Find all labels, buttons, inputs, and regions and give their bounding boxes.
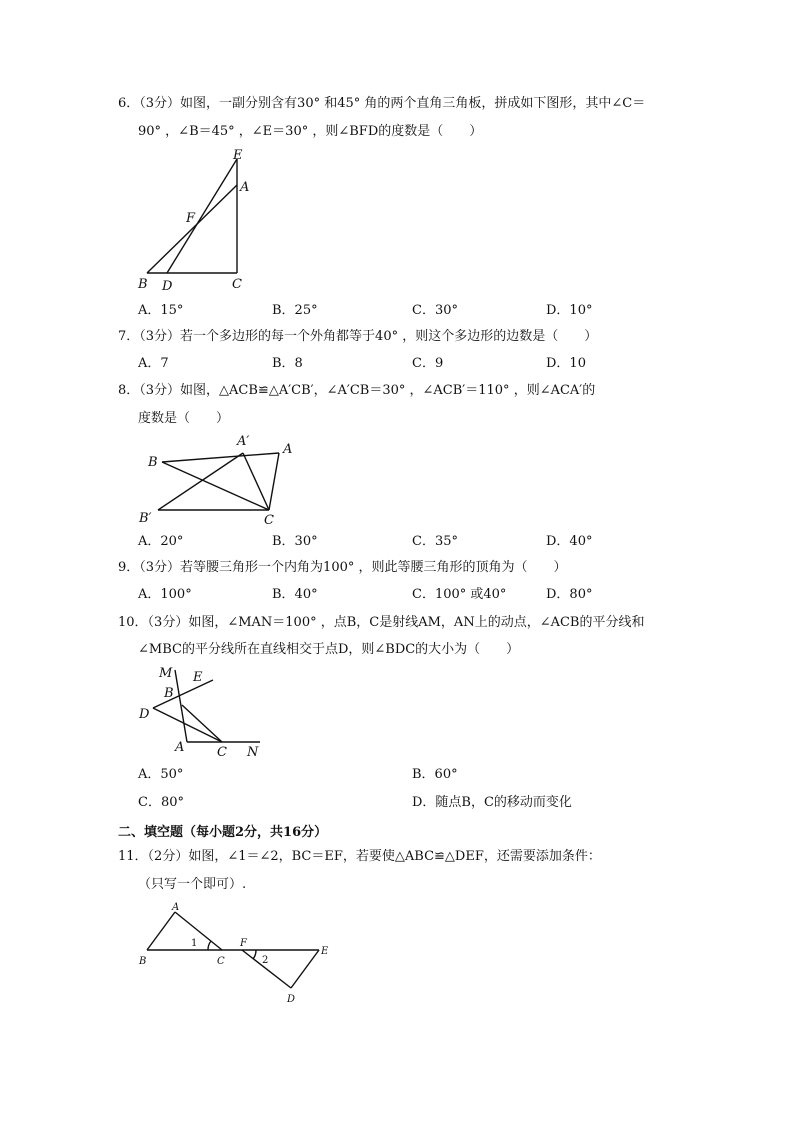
q6-figure bbox=[130, 145, 260, 295]
q6-segment-de bbox=[167, 159, 237, 273]
q9-option-c[interactable]: C．100° 或40° bbox=[412, 587, 507, 602]
q10-ray-am bbox=[175, 670, 187, 742]
q10-figure bbox=[135, 665, 275, 760]
q10-text-line1: 10．（3分）如图，∠MAN＝100° ，点B，C是射线AM，AN上的动点，∠ACB的平分线和 bbox=[118, 615, 645, 630]
q11-figure bbox=[135, 900, 340, 1010]
q11-label-c: C bbox=[217, 956, 225, 967]
q6-text-line1: 6．（3分）如图，一副分别含有30° 和45° 角的两个直角三角板，拼成如下图形，其中∠C＝ bbox=[118, 96, 646, 111]
q9-text-line1: 9．（3分）若等腰三角形一个内角为100° ，则此等腰三角形的顶角为（ ） bbox=[118, 560, 567, 575]
q8-text-line1: 8．（3分）如图，△ACB≌△A′CB′，∠A′CB＝30° ，∠ACB′＝110° ，则∠ACA′的 bbox=[118, 383, 596, 398]
q11-label-e: E bbox=[321, 946, 329, 957]
q7-option-d[interactable]: D．10 bbox=[546, 356, 586, 371]
q11-label-a: A bbox=[172, 902, 180, 913]
q11-angle-arc-2 bbox=[253, 950, 256, 959]
q8-option-c[interactable]: C．35° bbox=[412, 534, 458, 549]
q11-label-b: B bbox=[139, 956, 147, 967]
q8-segment-ac bbox=[269, 453, 279, 510]
q7-option-a[interactable]: A．7 bbox=[138, 356, 169, 371]
q9-option-d[interactable]: D．80° bbox=[546, 587, 593, 602]
q7-option-c[interactable]: C．9 bbox=[412, 356, 444, 371]
q7-text-line1: 7．（3分）若一个多边形的每一个外角都等于40° ，则这个多边形的边数是（ ） bbox=[118, 329, 598, 344]
q11-text-line1: 11．（2分）如图，∠1＝∠2，BC＝EF，若要使△ABC≌△DEF，还需要添加条件： bbox=[118, 849, 601, 864]
q8-option-a[interactable]: A．20° bbox=[138, 534, 184, 549]
q6-option-a[interactable]: A．15° bbox=[138, 303, 184, 318]
q8-figure bbox=[135, 432, 300, 532]
q10-label-b: B bbox=[164, 686, 174, 701]
section-2-heading: 二、填空题（每小题2分，共16分） bbox=[118, 825, 328, 840]
q6-label-a: A bbox=[240, 180, 250, 195]
q11-label-angle-1: 1 bbox=[191, 938, 198, 949]
q6-option-c[interactable]: C．30° bbox=[412, 303, 458, 318]
q10-label-m: M bbox=[159, 666, 173, 681]
q10-label-a: A bbox=[175, 740, 185, 755]
q11-text-line2: （只写一个即可）. bbox=[138, 877, 247, 892]
q11-segment-de bbox=[291, 950, 319, 988]
q8-label-a: A bbox=[283, 442, 293, 457]
q10-label-e: E bbox=[193, 670, 203, 685]
q7-option-b[interactable]: B．8 bbox=[272, 356, 303, 371]
q10-option-c[interactable]: C．80° bbox=[138, 795, 184, 810]
q11-segment-ac bbox=[175, 912, 222, 950]
q10-label-d: D bbox=[139, 707, 150, 722]
q11-label-d: D bbox=[287, 994, 296, 1005]
q6-option-b[interactable]: B．25° bbox=[272, 303, 318, 318]
q6-option-d[interactable]: D．10° bbox=[546, 303, 593, 318]
q8-label-c: C bbox=[264, 513, 274, 528]
q11-segment-ba bbox=[147, 912, 175, 950]
q8-segment-bc bbox=[162, 462, 269, 510]
q10-label-c: C bbox=[217, 745, 227, 760]
q10-line-cd bbox=[153, 708, 222, 742]
q9-option-a[interactable]: A．100° bbox=[138, 587, 192, 602]
q11-angle-arc-1 bbox=[208, 941, 211, 950]
q8-option-b[interactable]: B．30° bbox=[272, 534, 318, 549]
q6-label-d: D bbox=[162, 279, 173, 294]
q10-option-a[interactable]: A．50° bbox=[138, 767, 184, 782]
q8-label-b: B bbox=[148, 455, 158, 470]
q11-label-angle-2: 2 bbox=[262, 955, 269, 966]
q8-label-b-prime: B′ bbox=[139, 511, 152, 526]
q8-label-a-prime: A′ bbox=[237, 434, 250, 449]
q6-segment-ba bbox=[147, 185, 237, 273]
q8-text-line2: 度数是（ ） bbox=[138, 411, 230, 426]
q9-option-b[interactable]: B．40° bbox=[272, 587, 318, 602]
q10-label-n: N bbox=[247, 745, 259, 760]
q6-label-e: E bbox=[233, 148, 243, 163]
q8-segment-ba bbox=[162, 453, 279, 462]
q10-option-d[interactable]: D．随点B，C的移动而变化 bbox=[412, 795, 572, 810]
q6-label-c: C bbox=[232, 277, 242, 292]
q6-label-b: B bbox=[138, 277, 148, 292]
q10-segment-bc bbox=[182, 705, 222, 742]
q10-text-line2: ∠MBC的平分线所在直线相交于点D，则∠BDC的大小为（ ） bbox=[138, 642, 520, 657]
q10-line-de bbox=[153, 680, 213, 708]
q6-text-line2: 90° ，∠B＝45° ，∠E＝30° ，则∠BFD的度数是（ ） bbox=[138, 124, 483, 139]
q6-label-f: F bbox=[186, 211, 196, 226]
q10-option-b[interactable]: B．60° bbox=[412, 767, 458, 782]
q8-segment-ap-c bbox=[243, 453, 269, 510]
q11-label-f: F bbox=[240, 938, 247, 949]
q8-option-d[interactable]: D．40° bbox=[546, 534, 593, 549]
